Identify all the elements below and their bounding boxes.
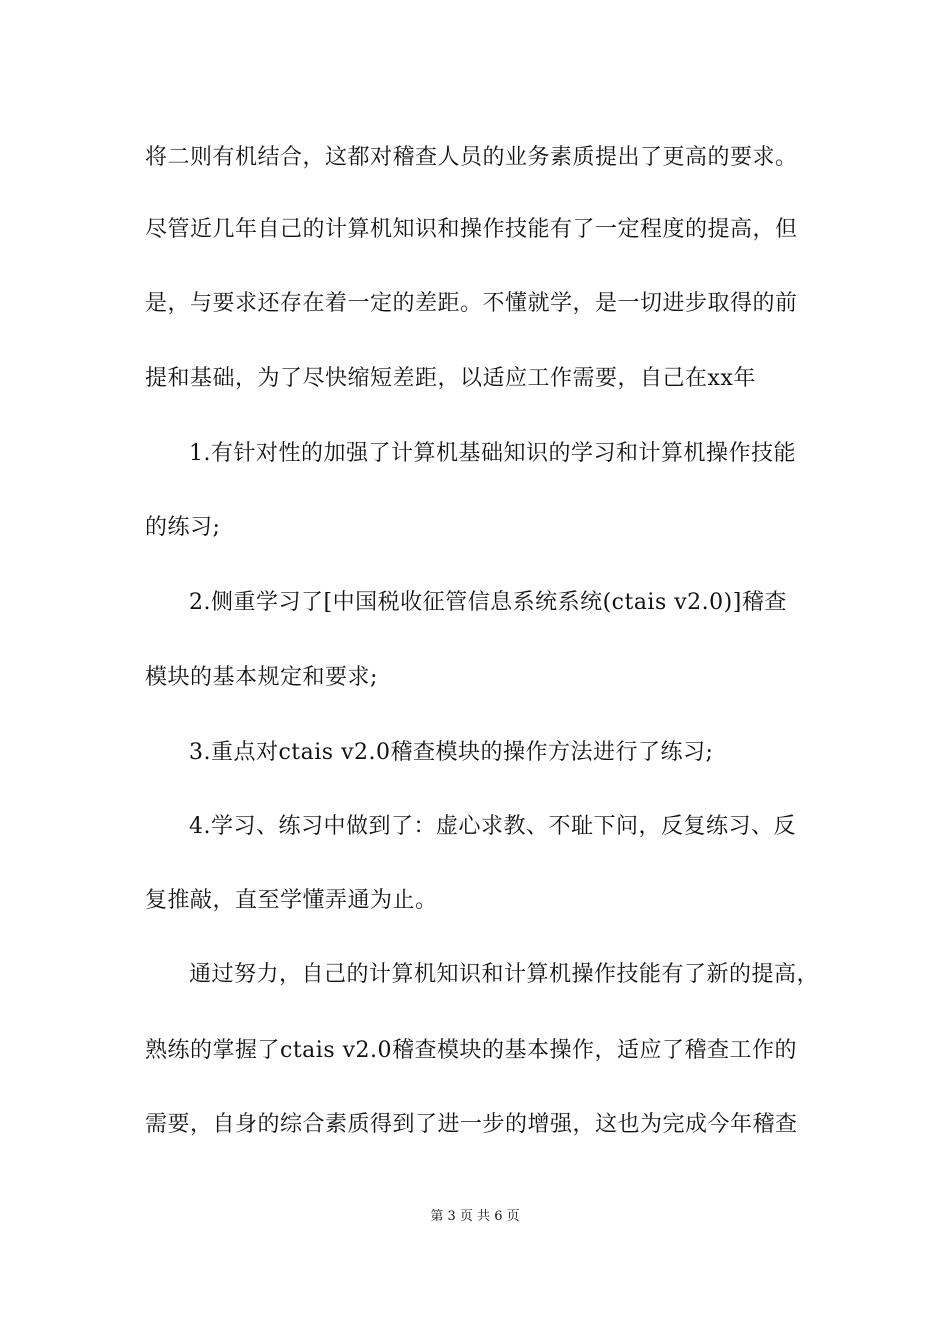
paragraph-line-1: 将二则有机结合，这都对稽查人员的业务素质提出了更高的要求。 <box>145 145 798 170</box>
paragraph-2-line-3: 需要，自身的综合素质得到了进一步的增强，这也为完成今年稽查 <box>145 1112 798 1137</box>
paragraph-2-line-1: 通过努力，自己的计算机知识和计算机操作技能有了新的提高， <box>189 962 820 987</box>
list-item-2-line-1: 2.侧重学习了[中国税收征管信息系统系统(ctais v2.0)]稽查 <box>189 590 787 615</box>
page-footer: 第 3 页 共 6 页 <box>430 1209 520 1224</box>
paragraph-line-2: 尽管近几年自己的计算机知识和操作技能有了一定程度的提高，但 <box>145 217 798 242</box>
list-item-1-line-1: 1.有针对性的加强了计算机基础知识的学习和计算机操作技能 <box>189 441 796 466</box>
list-item-3: 3.重点对ctais v2.0稽查模块的操作方法进行了练习; <box>189 740 714 765</box>
paragraph-line-3: 是，与要求还存在着一定的差距。不懂就学，是一切进步取得的前 <box>145 291 798 316</box>
list-item-1-line-2: 的练习; <box>145 515 221 540</box>
paragraph-2-line-2: 熟练的掌握了ctais v2.0稽查模块的基本操作，适应了稽查工作的 <box>145 1038 798 1063</box>
list-item-2-line-2: 模块的基本规定和要求; <box>145 665 378 690</box>
list-item-4-line-2: 复推敲，直至学懂弄通为止。 <box>145 888 438 913</box>
paragraph-line-4: 提和基础，为了尽快缩短差距，以适应工作需要，自己在xx年 <box>145 366 756 391</box>
list-item-4-line-1: 4.学习、练习中做到了：虚心求教、不耻下问，反复练习、反 <box>189 814 796 839</box>
